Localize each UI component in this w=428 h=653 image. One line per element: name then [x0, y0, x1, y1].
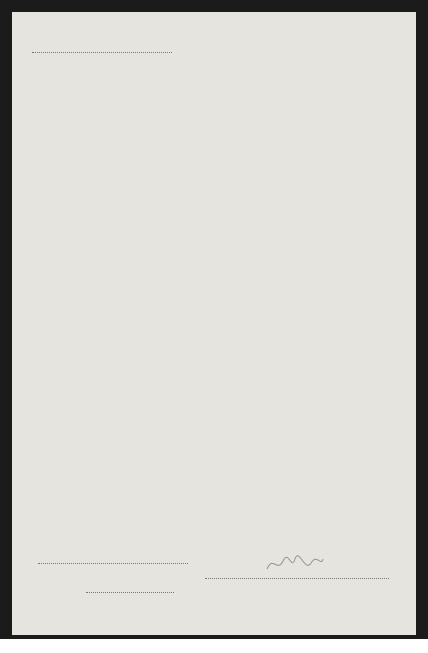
footer-unit-rule — [38, 563, 188, 564]
signature-scribble — [265, 553, 325, 575]
date-rule — [86, 592, 174, 593]
signature-rule — [205, 578, 389, 579]
